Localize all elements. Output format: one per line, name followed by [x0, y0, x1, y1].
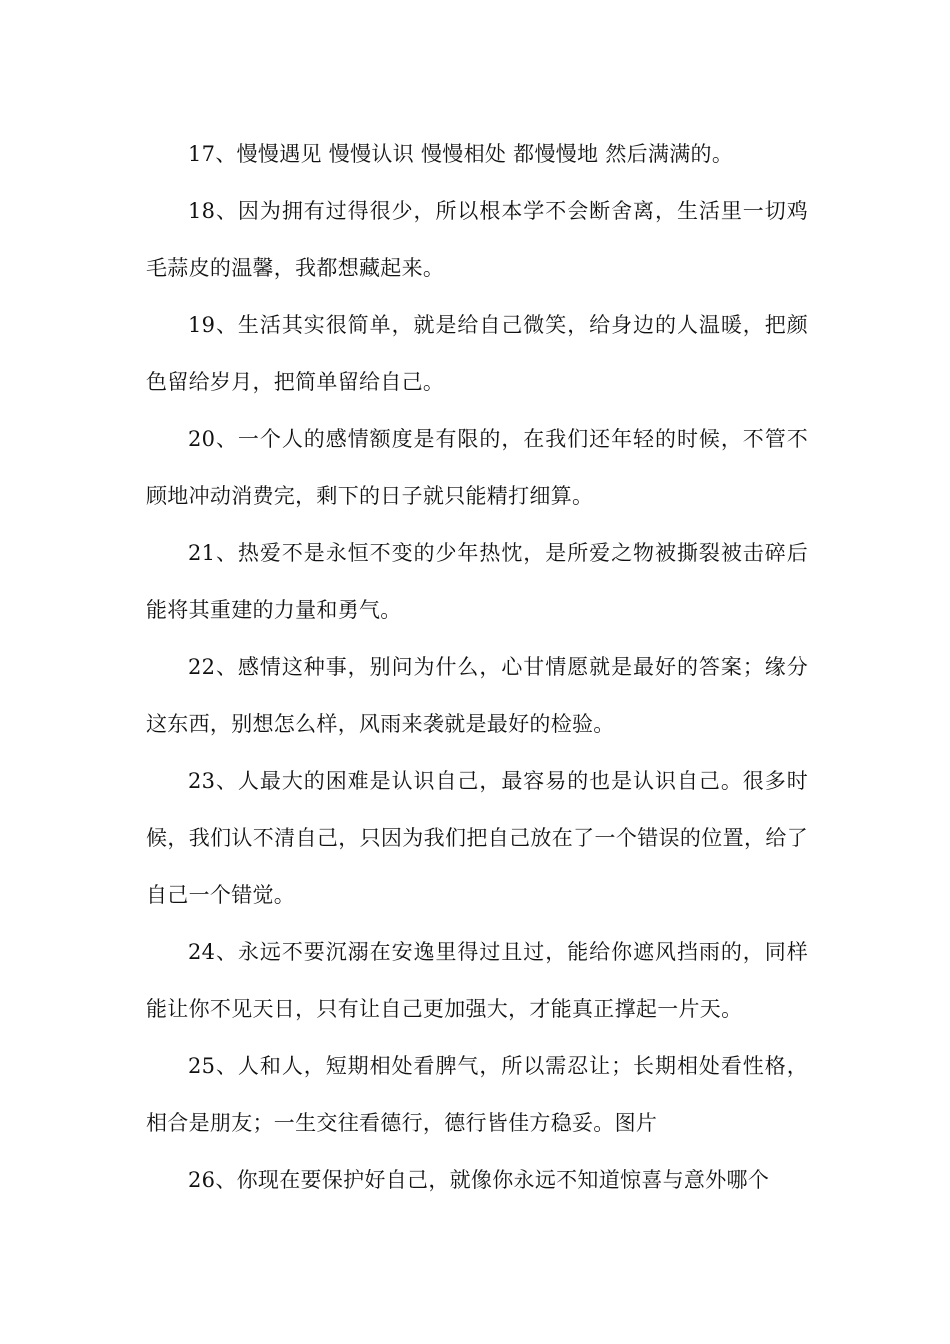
paragraph-18: 18、因为拥有过得很少，所以根本学不会断舍离，生活里一切鸡毛蒜皮的温馨，我都想藏起来。: [146, 199, 808, 280]
paragraph-19: 19、生活其实很简单，就是给自己微笑，给身边的人温暖，把颜色留给岁月，把简单留给自己。: [146, 313, 808, 394]
paragraph-23: 23、人最大的困难是认识自己，最容易的也是认识自己。很多时候，我们认不清自己，只因为我们把自己放在了一个错误的位置，给了自己一个错觉。: [146, 769, 808, 907]
paragraph-17: 17、慢慢遇见 慢慢认识 慢慢相处 都慢慢地 然后满满的。: [188, 142, 734, 166]
paragraph-21: 21、热爱不是永恒不变的少年热忱，是所爱之物被撕裂被击碎后能将其重建的力量和勇气。: [146, 541, 808, 622]
paragraph-24: 24、永远不要沉溺在安逸里得过且过，能给你遮风挡雨的，同样能让你不见天日，只有让自己更加强大，才能真正撑起一片天。: [146, 940, 808, 1021]
paragraph-22: 22、感情这种事，别问为什么，心甘情愿就是最好的答案；缘分这东西，别想怎么样，风雨来袭就是最好的检验。: [146, 655, 808, 736]
document-body: [146, 126, 808, 1209]
paragraph-25: 25、人和人，短期相处看脾气，所以需忍让；长期相处看性格，相合是朋友；一生交往看德行，德行皆佳方稳妥。图片: [146, 1054, 808, 1135]
paragraph-26: 26、你现在要保护好自己，就像你永远不知道惊喜与意外哪个: [188, 1168, 770, 1192]
paragraph-20: 20、一个人的感情额度是有限的，在我们还年轻的时候，不管不顾地冲动消费完，剩下的日子就只能精打细算。: [146, 427, 808, 508]
